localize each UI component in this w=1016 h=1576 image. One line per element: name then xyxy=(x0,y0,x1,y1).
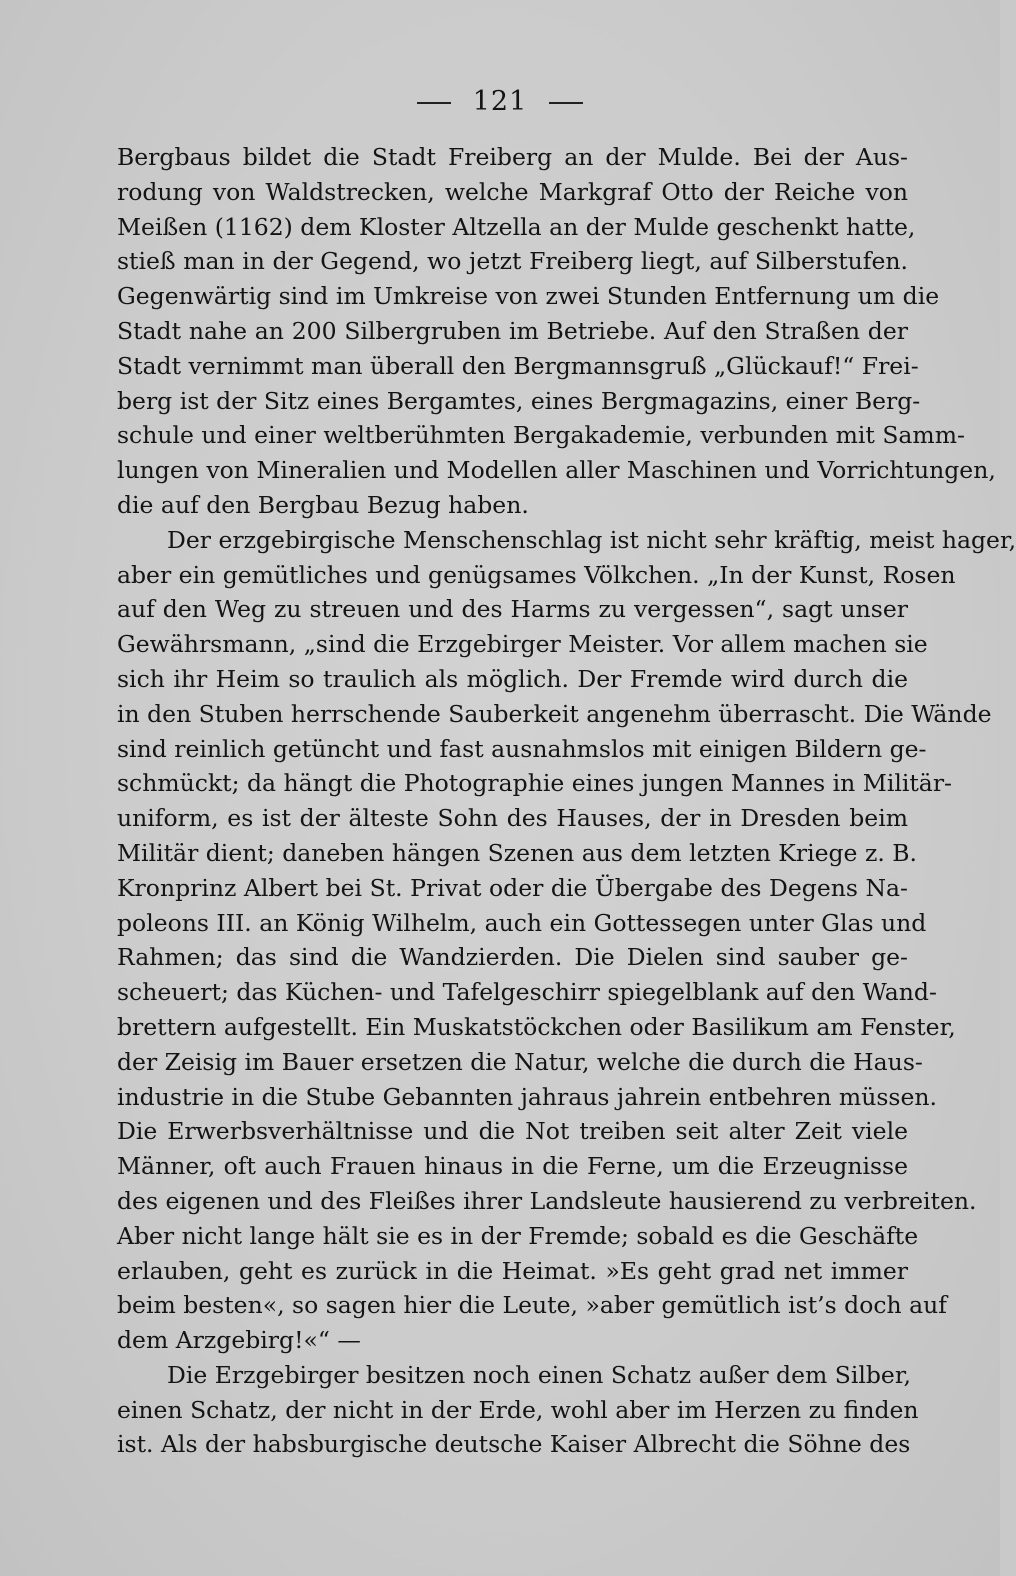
text-line: Rahmen; das sind die Wandzierden. Die Dielen sind sauber ge- xyxy=(117,943,908,972)
text-line: berg ist der Sitz eines Bergamtes, eines Bergmagazins, einer Berg- xyxy=(117,386,921,415)
paragraph-schatz xyxy=(117,1358,919,1462)
text-line: sind reinlich getüncht und fast ausnahmslos mit einigen Bildern ge- xyxy=(117,734,927,763)
left-dash xyxy=(417,102,451,104)
text-line: Kronprinz Albert bei St. Privat oder die Übergabe des Degens Na- xyxy=(117,873,908,902)
text-line: ist. Als der habsburgische deutsche Kaiser Albrecht die Söhne des xyxy=(117,1430,911,1459)
text-line: sich ihr Heim so traulich als möglich. Der Fremde wird durch die xyxy=(117,664,908,693)
text-line: Meißen (1162) dem Kloster Altzella an der Mulde geschenkt hatte, xyxy=(117,212,916,241)
text-line: in den Stuben herrschende Sauberkeit angenehm überrascht. Die Wände xyxy=(117,699,992,728)
text-line: Gewährsmann, „sind die Erzgebirger Meister. Vor allem machen sie xyxy=(117,630,928,659)
text-line: Bergbaus bildet die Stadt Freiberg an der Mulde. Bei der Aus- xyxy=(117,143,908,171)
page-number-header xyxy=(0,86,1000,117)
text-line: des eigenen und des Fleißes ihrer Landsleute hausierend zu verbreiten. xyxy=(117,1186,977,1215)
text-line: stieß man in der Gegend, wo jetzt Freiberg liegt, auf Silberstufen. xyxy=(117,247,908,276)
body-text xyxy=(117,140,1016,1462)
text-line: Die Erwerbsverhältnisse und die Not treiben seit alter Zeit viele xyxy=(117,1117,908,1146)
text-line: schmückt; da hängt die Photographie eines jungen Mannes in Militär- xyxy=(117,769,952,798)
text-line: schule und einer weltberühmten Bergakademie, verbunden mit Samm- xyxy=(117,421,965,450)
text-line: Aber nicht lange hält sie es in der Fremde; sobald es die Geschäfte xyxy=(117,1221,919,1250)
text-line: Männer, oft auch Frauen hinaus in die Ferne, um die Erzeugnisse xyxy=(117,1152,908,1181)
text-line: Die Erzgebirger besitzen noch einen Schatz außer dem Silber, xyxy=(167,1360,911,1389)
text-line: auf den Weg zu streuen und des Harms zu vergessen“, sagt unser xyxy=(117,595,908,624)
text-line: die auf den Bergbau Bezug haben. xyxy=(117,490,529,519)
text-line: Der erzgebirgische Menschenschlag ist nicht sehr kräftig, meist hager, xyxy=(167,525,1016,554)
text-line: Militär dient; daneben hängen Szenen aus dem letzten Kriege z. B. xyxy=(117,838,917,867)
paragraph-freiberg xyxy=(117,140,996,523)
text-line: scheuert; das Küchen- und Tafelgeschirr spiegelblank auf den Wand- xyxy=(117,978,937,1007)
text-line: Stadt nahe an 200 Silbergruben im Betriebe. Auf den Straßen der xyxy=(117,316,908,345)
text-line: Stadt vernimmt man überall den Bergmannsgruß „Glückauf!“ Frei- xyxy=(117,351,919,380)
text-line: rodung von Waldstrecken, welche Markgraf Otto der Reiche von xyxy=(117,177,908,206)
paragraph-menschenschlag xyxy=(117,523,1016,1358)
page-number: 121 xyxy=(472,86,528,117)
text-line: erlauben, geht es zurück in die Heimat. »Es geht grad net immer xyxy=(117,1256,908,1285)
text-line: der Zeisig im Bauer ersetzen die Natur, welche die durch die Haus- xyxy=(117,1047,923,1076)
text-line: beim besten«, so sagen hier die Leute, »aber gemütlich ist’s doch auf xyxy=(117,1291,947,1320)
text-line: aber ein gemütliches und genügsames Völkchen. „In der Kunst, Rosen xyxy=(117,560,956,589)
text-line: brettern aufgestellt. Ein Muskatstöckchen oder Basilikum am Fenster, xyxy=(117,1012,956,1041)
text-line: dem Arzgebirg!«“ — xyxy=(117,1326,361,1355)
text-line: poleons III. an König Wilhelm, auch ein Gottessegen unter Glas und xyxy=(117,908,927,937)
text-line: Gegenwärtig sind im Umkreise von zwei Stunden Entfernung um die xyxy=(117,282,940,311)
text-line: einen Schatz, der nicht in der Erde, wohl aber im Herzen zu finden xyxy=(117,1395,919,1424)
right-dash xyxy=(549,102,583,104)
text-line: industrie in die Stube Gebannten jahraus jahrein entbehren müssen. xyxy=(117,1082,937,1111)
text-line: lungen von Mineralien und Modellen aller Maschinen und Vorrichtungen, xyxy=(117,456,996,485)
text-line: uniform, es ist der älteste Sohn des Hauses, der in Dresden beim xyxy=(117,804,908,833)
